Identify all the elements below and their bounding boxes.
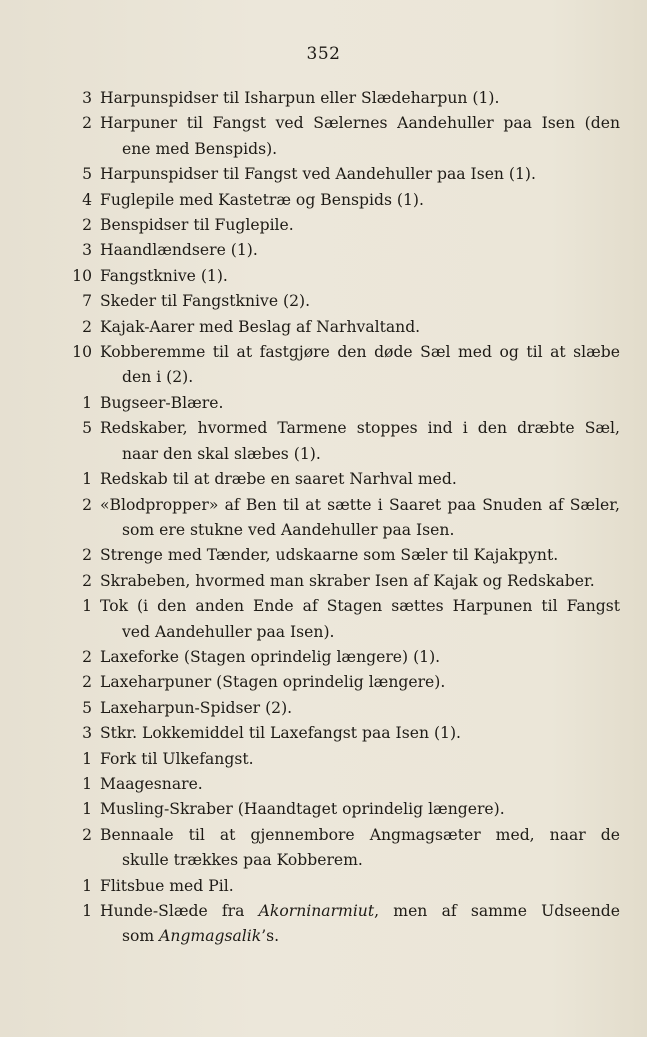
item-line: Laxeharpun-Spidser (2). — [100, 698, 293, 717]
list-item — [72, 645, 620, 670]
item-quantity: 2 — [82, 317, 92, 336]
item-line: Redskab til at dræbe en saaret Narhval med. — [100, 470, 457, 489]
item-description — [100, 238, 620, 263]
list-item — [72, 772, 620, 797]
item-description — [100, 569, 620, 594]
item-line: Benspidser til Fuglepile. — [100, 216, 294, 235]
item-quantity: 1 — [82, 774, 92, 793]
list-item — [72, 696, 620, 721]
item-line: Flitsbue med Pil. — [100, 876, 234, 895]
list-item — [72, 721, 620, 746]
item-description — [100, 188, 620, 213]
item-description — [100, 340, 620, 391]
item-quantity: 5 — [82, 698, 92, 717]
item-description — [100, 86, 620, 111]
item-quantity: 3 — [82, 241, 92, 260]
item-description — [100, 162, 620, 187]
item-quantity: 10 — [72, 343, 92, 362]
item-line: ene med Benspids). — [122, 139, 278, 158]
item-line: som ere stukne ved Aandehuller paa Isen. — [122, 520, 455, 539]
list-item — [72, 86, 620, 111]
page-number: 352 — [306, 44, 341, 64]
list-item — [72, 569, 620, 594]
list-item — [72, 264, 620, 289]
italic-place-name: Akorninarmiut — [258, 902, 375, 920]
item-quantity: 2 — [82, 546, 92, 565]
list-item-final — [72, 899, 620, 950]
item-line: Fuglepile med Kastetræ og Benspids (1). — [100, 190, 424, 209]
list-item — [72, 162, 620, 187]
item-line: Fangstknive (1). — [100, 266, 228, 285]
text-run: som — [122, 927, 160, 946]
list-item — [72, 391, 620, 416]
item-line: Bugseer-Blære. — [100, 393, 224, 412]
item-line: Skrabeben, hvormed man skraber Isen af Kajak og Redskaber. — [100, 571, 595, 590]
item-line: skulle trækkes paa Kobberem. — [122, 851, 363, 870]
list-item — [72, 874, 620, 899]
item-description — [100, 594, 620, 645]
item-quantity: 3 — [82, 724, 92, 743]
item-quantity: 3 — [82, 89, 92, 107]
italic-place-name: Angmagsalik — [159, 927, 262, 946]
text-run: ’s. — [261, 927, 280, 946]
item-quantity: 1 — [82, 597, 92, 616]
list-item — [72, 238, 620, 263]
item-line — [100, 899, 620, 924]
item-line: Kobberemme til at fastgjøre den døde Sæl med og til at slæbe — [100, 343, 620, 362]
item-quantity: 1 — [82, 749, 92, 768]
item-line: Laxeforke (Stagen oprindelig længere) (1). — [100, 647, 441, 666]
list-item — [72, 188, 620, 213]
item-description — [100, 772, 620, 797]
list-item — [72, 823, 620, 874]
list-item — [72, 111, 620, 162]
item-quantity: 2 — [82, 571, 92, 590]
item-line: «Blodpropper» af Ben til at sætte i Saaret paa Snuden af Sæler, — [100, 495, 620, 514]
item-line: Kajak-Aarer med Beslag af Narhvaltand. — [100, 317, 421, 336]
item-description — [100, 111, 620, 162]
item-description — [100, 696, 620, 721]
item-description — [100, 874, 620, 899]
list-item — [72, 493, 620, 544]
item-quantity: 2 — [82, 673, 92, 692]
item-quantity: 7 — [82, 292, 92, 311]
item-line: ved Aandehuller paa Isen). — [122, 622, 335, 641]
list-item — [72, 543, 620, 568]
item-quantity: 2 — [82, 216, 92, 235]
item-line: Skeder til Fangstknive (2). — [100, 292, 311, 311]
item-line: Strenge med Tænder, udskaarne som Sæler til Kajakpynt. — [100, 546, 559, 565]
item-quantity: 5 — [82, 165, 92, 184]
item-quantity: 1 — [82, 470, 92, 489]
list-item — [72, 747, 620, 772]
item-line: Bennaale til at gjennembore Angmagsæter med, naar de — [100, 825, 620, 844]
item-line: den i (2). — [122, 368, 194, 387]
item-description — [100, 899, 620, 950]
item-description — [100, 315, 620, 340]
list-item — [72, 416, 620, 467]
item-line: Harpunspidser til Isharpun eller Slædeharpun (1). — [100, 89, 500, 107]
item-quantity: 1 — [82, 876, 92, 895]
item-line: Harpuner til Fangst ved Sælernes Aandehuller paa Isen (den — [100, 114, 620, 133]
item-line — [100, 924, 620, 949]
item-quantity: 2 — [82, 647, 92, 666]
item-quantity: 4 — [82, 190, 92, 209]
item-quantity: 2 — [82, 114, 92, 133]
item-quantity: 1 — [82, 393, 92, 412]
item-line: Redskaber, hvormed Tarmene stoppes ind i den dræbte Sæl, — [100, 419, 620, 438]
list-item — [72, 797, 620, 822]
item-description — [100, 493, 620, 544]
item-description — [100, 213, 620, 238]
item-quantity: 10 — [72, 266, 92, 285]
item-line: Tok (i den anden Ende af Stagen sættes Harpunen til Fangst — [100, 597, 620, 616]
item-description — [100, 721, 620, 746]
item-line: Maagesnare. — [100, 774, 203, 793]
item-description — [100, 543, 620, 568]
text-run: , men af samme Udseende — [374, 902, 620, 920]
list-item — [72, 213, 620, 238]
text-run: Hunde-Slæde fra — [100, 902, 259, 920]
item-description — [100, 416, 620, 467]
item-line: Fork til Ulkefangst. — [100, 749, 254, 768]
item-quantity: 1 — [82, 800, 92, 819]
list-item — [72, 670, 620, 695]
item-line: Musling-Skraber (Haandtaget oprindelig længere). — [100, 800, 505, 819]
list-item — [72, 594, 620, 645]
list-item — [72, 467, 620, 492]
item-description — [100, 670, 620, 695]
item-line: Stkr. Lokkemiddel til Laxefangst paa Isen (1). — [100, 724, 461, 743]
list-item — [72, 340, 620, 391]
item-description — [100, 264, 620, 289]
item-description — [100, 645, 620, 670]
item-quantity: 5 — [82, 419, 92, 438]
inventory-list — [72, 86, 620, 950]
item-line: naar den skal slæbes (1). — [122, 444, 321, 463]
item-description — [100, 797, 620, 822]
item-description — [100, 823, 620, 874]
item-line: Haandlændsere (1). — [100, 241, 258, 260]
item-description — [100, 289, 620, 314]
item-quantity: 1 — [82, 902, 92, 920]
list-item — [72, 289, 620, 314]
item-line: Laxeharpuner (Stagen oprindelig længere). — [100, 673, 446, 692]
item-quantity: 2 — [82, 495, 92, 514]
item-description — [100, 747, 620, 772]
item-line: Harpunspidser til Fangst ved Aandehuller paa Isen (1). — [100, 165, 536, 184]
item-description — [100, 467, 620, 492]
item-quantity: 2 — [82, 825, 92, 844]
item-description — [100, 391, 620, 416]
list-item — [72, 315, 620, 340]
